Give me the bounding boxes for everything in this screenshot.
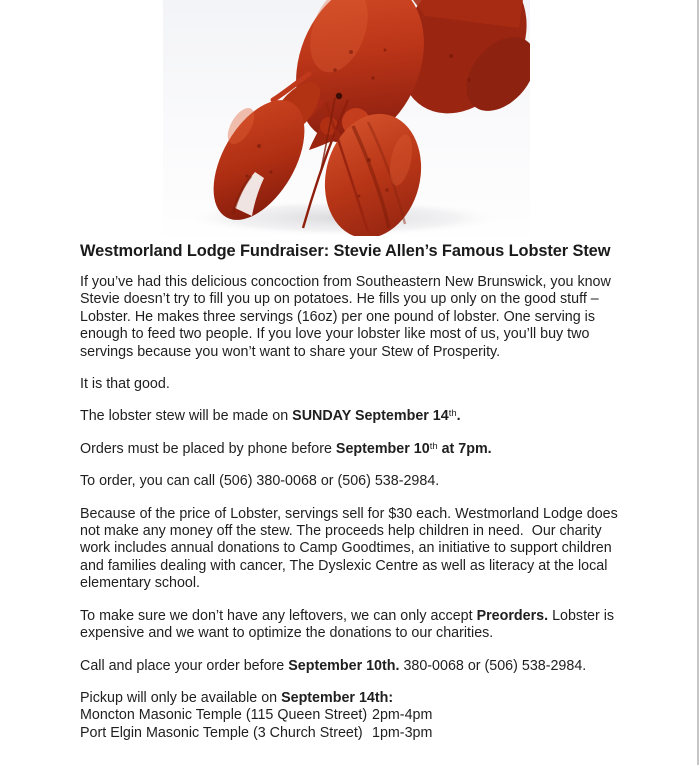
paragraph: If you’ve had this delicious concoction from Southeastern New Brunswick, you know Stevie doesn’t try to fill you up on potatoes. He fills you up only on the good stuff – Lobster. He makes three servings (16oz) per one pound of lobster. One serving is enough to feed two people. If you love your lobster like most of us, you’ll buy two servings because you won’t want to share your Stew of Prosperity.: [80, 274, 615, 360]
pickup-location: Moncton Masonic Temple (115 Queen Street): [80, 707, 368, 724]
lobster-photo: [0, 0, 697, 236]
pickup-location: Port Elgin Masonic Temple (3 Church Street): [80, 724, 363, 741]
pickup-row: [80, 707, 621, 724]
lobster-image: [163, 0, 530, 236]
paragraph: To make sure we don’t have any leftovers, we can only accept Preorders. Lobster is expensive and we want to optimize the donations to our charities.: [80, 607, 619, 642]
paragraph: Because of the price of Lobster, servings sell for $30 each. Westmorland Lodge does not make any money off the stew. The proceeds help children in need. Our charity work includes annual donations to Camp Goodtimes, an initiative to support children and families dealing with cancer, The Dyslexic Centre as well as literacy at the local elementary school.: [80, 505, 622, 592]
pickup-time: 2pm-4pm: [372, 707, 433, 724]
paragraph: Call and place your order before September 10th. 380-0068 or (506) 538-2984.: [80, 657, 587, 674]
paragraph: Orders must be placed by phone before September 10th at 7pm.: [80, 440, 492, 457]
paragraph: To order, you can call (506) 380-0068 or (506) 538-2984.: [80, 473, 440, 490]
paragraph: Pickup will only be available on September 14th:: [80, 689, 394, 706]
pickup-row: [80, 725, 621, 742]
pickup-time: 1pm-3pm: [372, 724, 433, 741]
page-title: Westmorland Lodge Fundraiser: Stevie Allen’s Famous Lobster Stew: [80, 242, 611, 260]
paragraph: The lobster stew will be made on SUNDAY September 14th.: [80, 408, 461, 425]
document-body: [80, 274, 621, 742]
document-content: [80, 241, 621, 742]
paragraph: It is that good.: [80, 376, 170, 393]
